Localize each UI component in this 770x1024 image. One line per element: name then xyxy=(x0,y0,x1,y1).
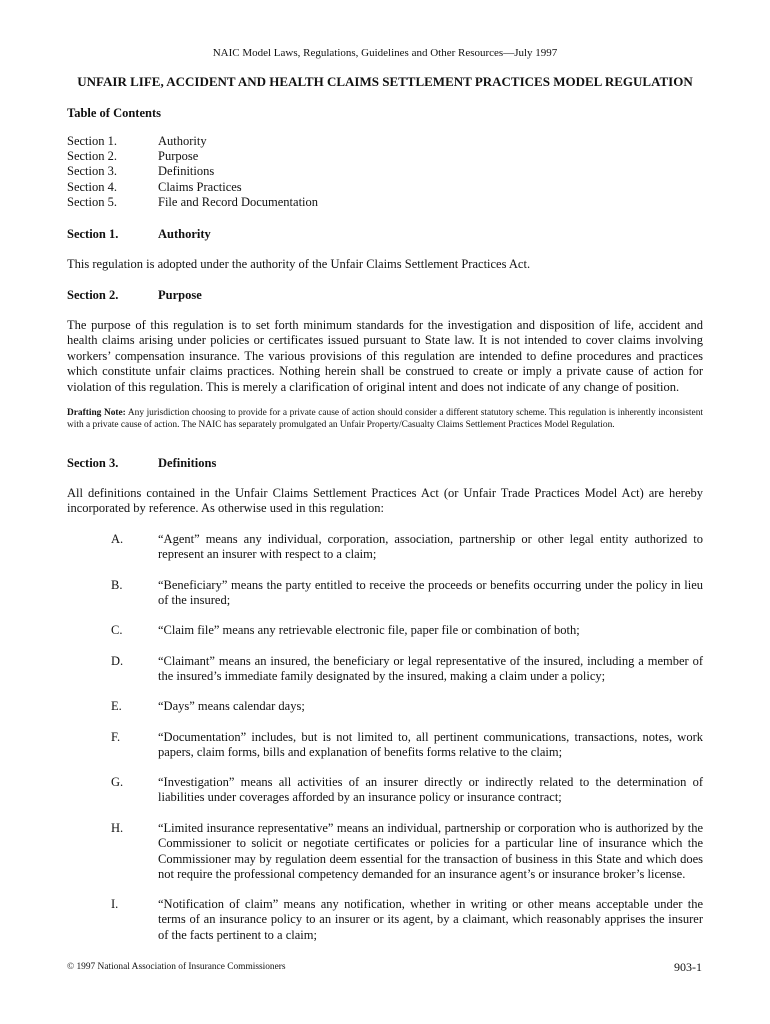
copyright-footer: © 1997 National Association of Insurance Commissioners xyxy=(67,962,286,972)
definition-letter: I. xyxy=(111,897,119,911)
section-number: Section 2. xyxy=(67,288,119,302)
definition-text: “Claim file” means any retrievable electronic file, paper file or combination of both; xyxy=(158,623,580,637)
toc-item xyxy=(67,195,318,210)
definition-text: “Limited insurance representative” means an individual, partnership or corporation who is authorized by the Commissioner to solicit or negotiate certificates or policies for a particular line of insurance which the Commissioner may by regulation deem essential for the transaction of business in this State and which does not require the professional competency demanded for an insurance agent’s or insurance broker’s license. xyxy=(158,821,703,882)
toc-item-number: Section 1. xyxy=(67,134,117,148)
page-number: 903-1 xyxy=(674,960,702,974)
definition-text: “Investigation” means all activities of an insurer directly or indirectly related to the determination of liabilities under coverages afforded by an insurance policy or insurance contract; xyxy=(158,775,703,805)
definition-letter: D. xyxy=(111,654,124,668)
definition-letter: F. xyxy=(111,730,121,744)
section-2-text: The purpose of this regulation is to set forth minimum standards for the investigation and disposition of life, accident and health claims arising under policies or certificates issued pursuant to State law. It is not intended to cover claims involving workers’ compensation insurance. The various provisions of this regulation are intended to define procedures and practices which constitute unfair claims practices. Nothing herein shall be construed to create or imply a private cause of action for violation of this regulation. This is merely a clarification of original intent and does not indicate of any change of position. xyxy=(67,318,703,394)
toc-item xyxy=(67,149,318,164)
toc-item-label: Definitions xyxy=(158,164,215,179)
definition-text: “Agent” means any individual, corporation, association, partnership or other legal entity authorized to represent an insurer with respect to a claim; xyxy=(158,532,703,562)
definition-text: “Beneficiary” means the party entitled to receive the proceeds or benefits occurring under the policy in lieu of the insured; xyxy=(158,578,703,608)
section-1-text: This regulation is adopted under the authority of the Unfair Claims Settlement Practices Act. xyxy=(67,257,531,271)
toc-item-label: File and Record Documentation xyxy=(158,194,319,209)
definition-letter: E. xyxy=(111,699,122,713)
definition-text: “Claimant” means an insured, the beneficiary or legal representative of the insured, including a member of the insured’s immediate family designated by the insured, making a claim under a policy; xyxy=(158,654,703,684)
definition-letter: C. xyxy=(111,623,123,637)
toc-item-label: Claims Practices xyxy=(158,179,242,194)
section-1-heading xyxy=(67,227,211,242)
definition-text: “Notification of claim” means any notification, whether in writing or other means acceptable under the terms of an insurance policy to an insurer or its agent, by a claimant, which reasonably apprises the insurer of the facts pertinent to a claim; xyxy=(158,897,703,942)
definition-letter: H. xyxy=(111,821,124,835)
definition-item xyxy=(111,730,703,761)
definition-item xyxy=(111,821,703,883)
section-title: Authority xyxy=(158,227,211,241)
definition-item xyxy=(111,654,703,685)
drafting-note xyxy=(67,407,703,431)
definition-item xyxy=(111,532,703,563)
toc-item-label: Purpose xyxy=(158,149,199,164)
definition-letter: A. xyxy=(111,532,124,546)
definition-letter: B. xyxy=(111,578,123,592)
table-of-contents xyxy=(67,134,318,210)
toc-item-number: Section 2. xyxy=(67,149,117,164)
definition-text: “Days” means calendar days; xyxy=(158,699,305,713)
definition-item xyxy=(111,623,703,638)
definition-item xyxy=(111,699,703,714)
definition-letter: G. xyxy=(111,775,124,789)
section-title: Definitions xyxy=(158,456,217,470)
section-2-heading xyxy=(67,288,202,303)
section-3-text: All definitions contained in the Unfair Claims Settlement Practices Act (or Unfair Trade Practices Model Act) are hereby incorporated by reference. As otherwise used in this regulation: xyxy=(67,486,703,516)
document-title: UNFAIR LIFE, ACCIDENT AND HEALTH CLAIMS SETTLEMENT PRACTICES MODEL REGULATION xyxy=(77,74,693,89)
running-header: NAIC Model Laws, Regulations, Guidelines and Other Resources—July 1997 xyxy=(212,47,558,59)
toc-item xyxy=(67,180,318,195)
section-number: Section 3. xyxy=(67,456,119,470)
definition-item xyxy=(111,897,703,943)
toc-item xyxy=(67,164,318,179)
toc-item xyxy=(67,134,318,149)
toc-item-number: Section 4. xyxy=(67,179,117,194)
section-3-heading xyxy=(67,456,216,471)
toc-item-number: Section 5. xyxy=(67,194,117,209)
toc-heading: Table of Contents xyxy=(67,106,161,120)
definition-text: “Documentation” includes, but is not limited to, all pertinent communications, transactions, notes, work papers, claim forms, bills and explanation of benefits forms relative to the claim; xyxy=(158,730,703,760)
drafting-note-label: Drafting Note: xyxy=(67,408,126,418)
toc-item-number: Section 3. xyxy=(67,164,117,179)
definition-item xyxy=(111,775,703,806)
drafting-note-text: Any jurisdiction choosing to provide for a private cause of action should consider a different statutory scheme. This regulation is inherently inconsistent with a private cause of action. The NAIC has separately promulgated an Unfair Property/Casualty Claims Settlement Practices Model Regulation. xyxy=(67,408,703,430)
definition-item xyxy=(111,578,703,609)
section-title: Purpose xyxy=(158,288,202,302)
toc-item-label: Authority xyxy=(158,134,207,148)
section-number: Section 1. xyxy=(67,227,119,241)
